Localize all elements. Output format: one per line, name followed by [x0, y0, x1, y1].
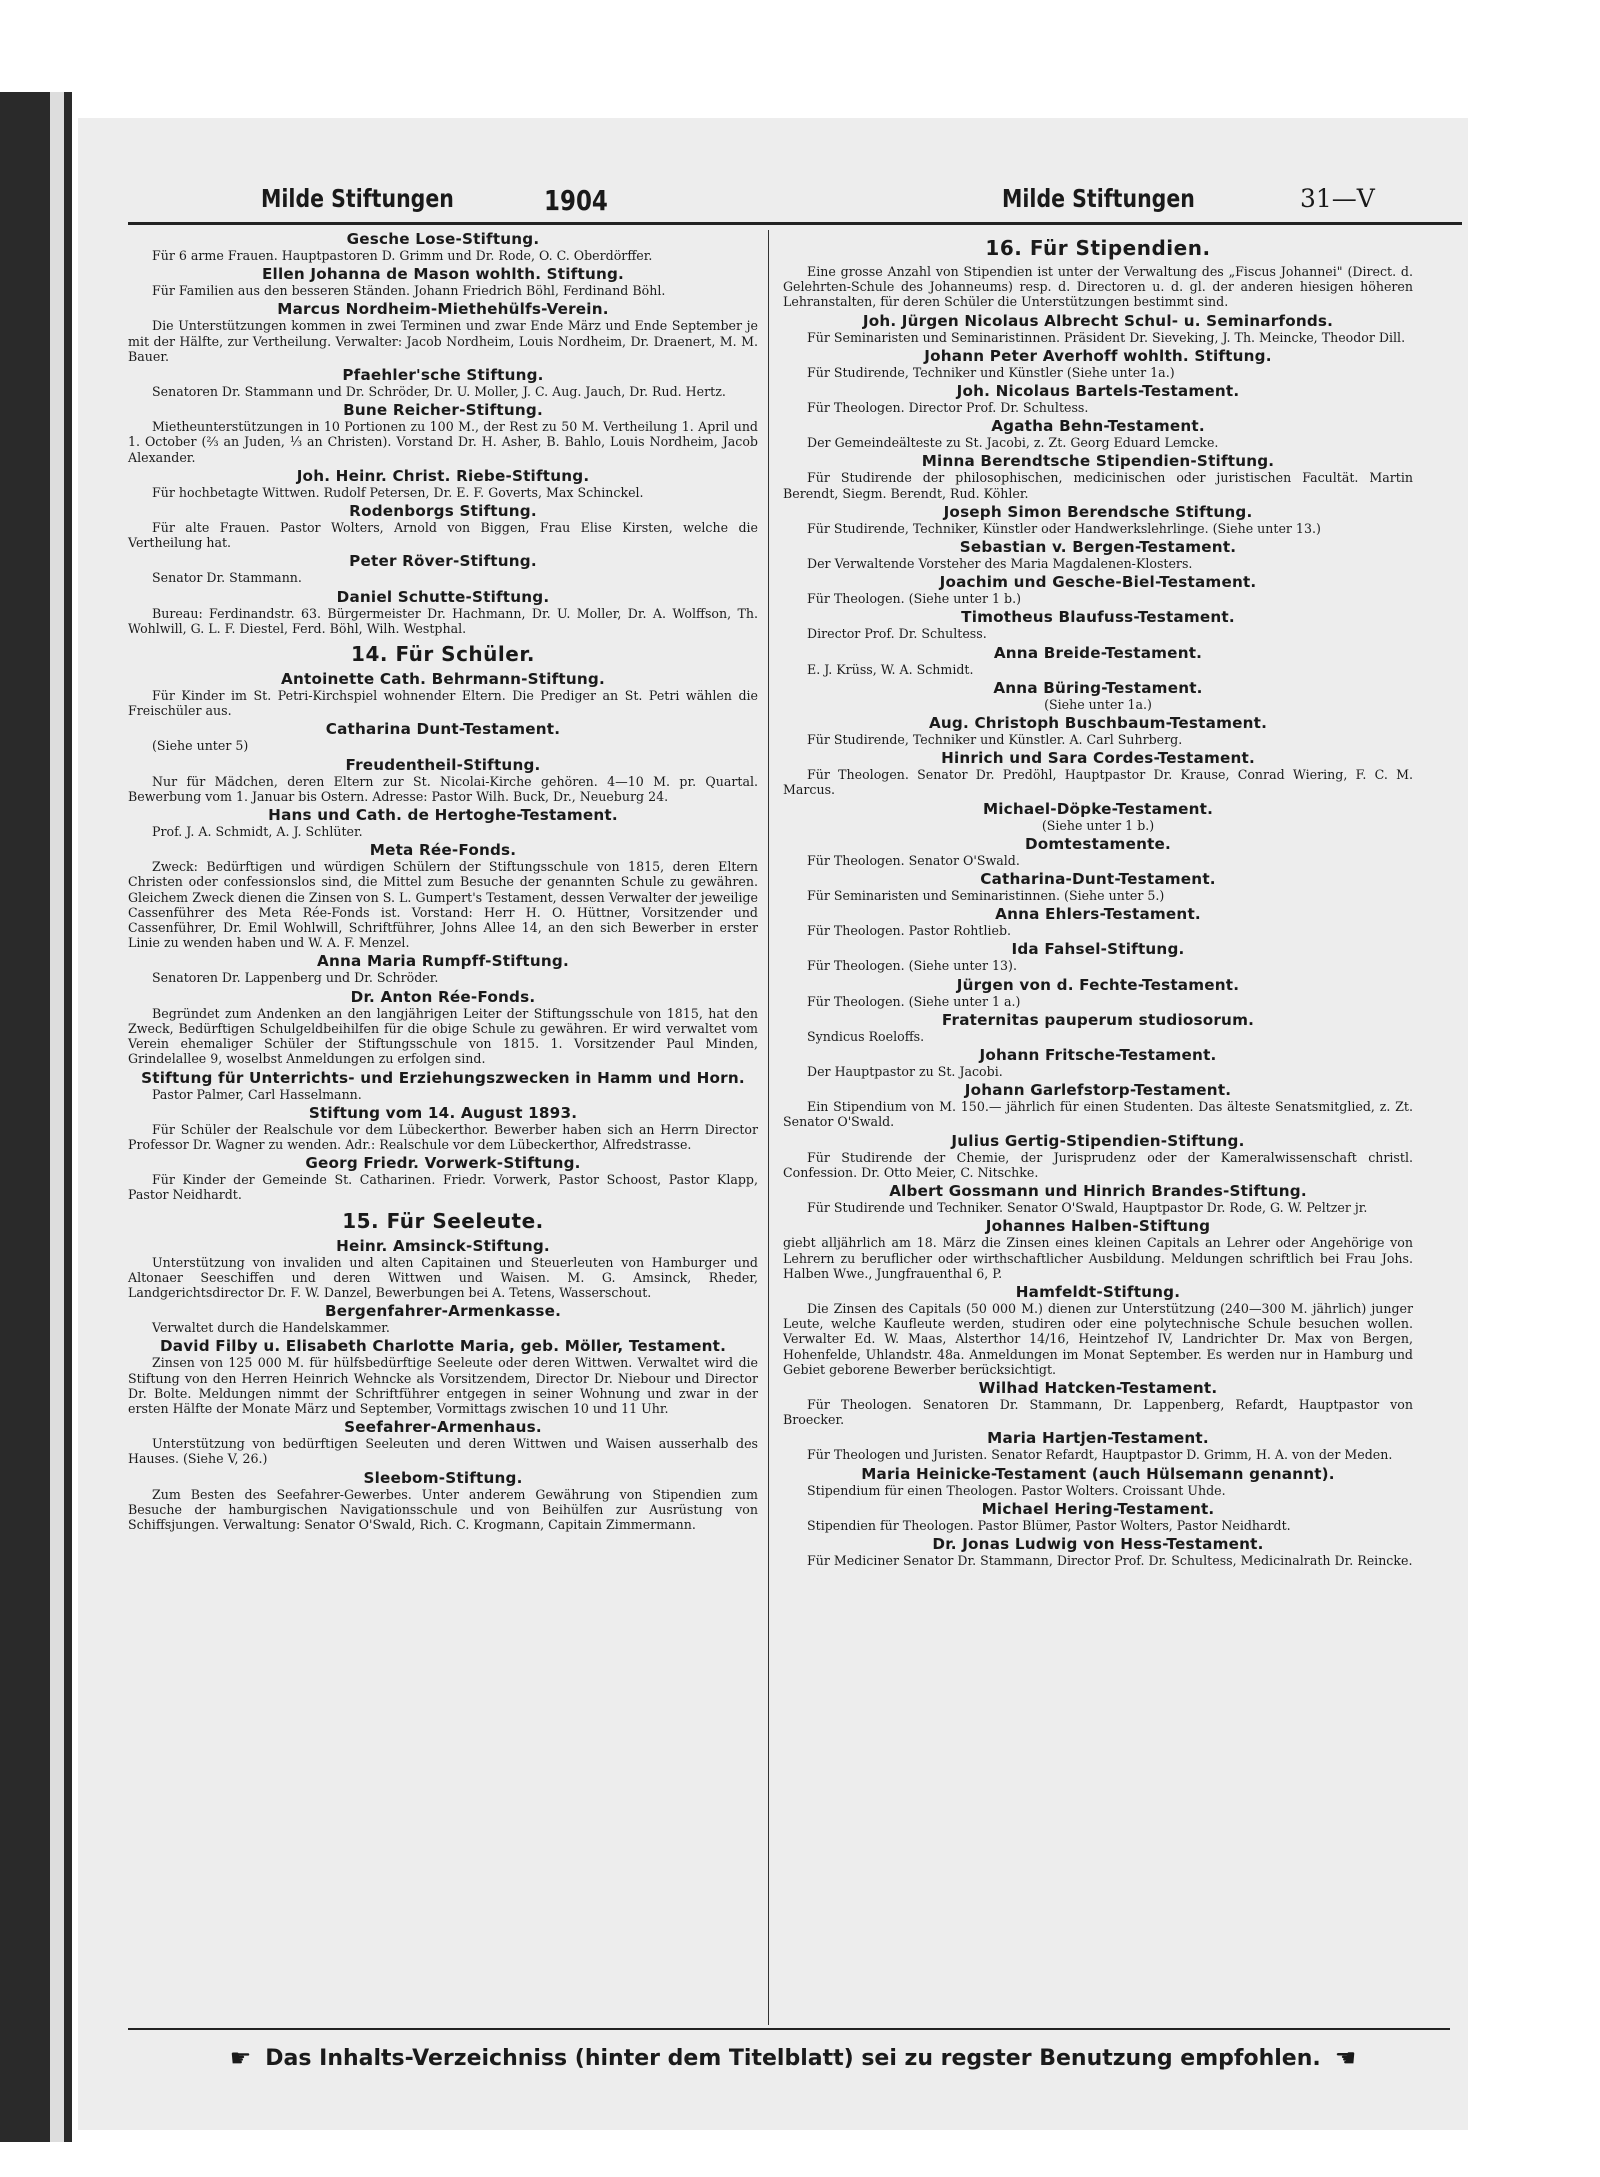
entry-body: (Siehe unter 5): [152, 738, 249, 754]
foundation-entry: [128, 265, 758, 298]
entry-title: Anna Büring-Testament.: [993, 678, 1203, 697]
entry-title: Antoinette Cath. Behrmann-Stiftung.: [281, 670, 605, 689]
foundation-entry: [128, 952, 758, 985]
foundation-entry: [128, 841, 758, 950]
section-heading: 14. Für Schüler.: [351, 642, 535, 667]
foundation-entry: [783, 1465, 1413, 1498]
foundation-entry: [783, 1283, 1413, 1377]
entry-body: Der Gemeindeälteste zu St. Jacobi, z. Zt. Georg Eduard Lemcke.: [807, 435, 1219, 451]
entry-body: Für Studirende, Techniker und Künstler (Siehe unter 1a.): [807, 364, 1175, 380]
entry-title: Timotheus Blaufuss-Testament.: [961, 608, 1235, 627]
entry-title: Johann Garlefstorp-Testament.: [964, 1081, 1232, 1100]
entry-title: Meta Rée-Fonds.: [369, 841, 517, 860]
entry-title: Hans und Cath. de Hertoghe-Testament.: [268, 806, 618, 825]
entry-body: Senator Dr. Stammann.: [152, 570, 302, 586]
entry-title: Joh. Heinr. Christ. Riebe-Stiftung.: [296, 466, 590, 485]
entry-body: Für Studirende und Techniker. Senator O'Swald, Hauptpastor Dr. Rode, G. W. Peltzer jr.: [807, 1200, 1368, 1216]
foundation-entry: [128, 756, 758, 804]
entry-body: Die Zinsen des Capitals (50 000 M.) dienen zur Unterstützung (240—300 M. jährlich) junger Leute, welche Kaufleute werden, studiren oder eine polytechnische Schule besuchen wollen. Verwalter Ed. W. Maas, Alsterthor 14/16, Heintzehof IV, Landrichter Dr. Max von Bergen, Hohenfelde, Uhlandstr. 48a. Anmeldungen im Monat September. Es werden nur in Hamburg und Gebiet geborene Bewerber berücksichtigt.: [783, 1300, 1413, 1377]
entry-title: Dr. Anton Rée-Fonds.: [350, 987, 536, 1006]
entry-title: Johann Peter Averhoff wohlth. Stiftung.: [924, 346, 1272, 365]
entry-title: Domtestamente.: [1024, 834, 1172, 853]
entry-title: Catharina-Dunt-Testament.: [980, 870, 1216, 889]
entry-title: Agatha Behn-Testament.: [991, 417, 1205, 436]
foundation-entry: [783, 1500, 1413, 1533]
foundation-entry: [128, 502, 758, 550]
foundation-entry: [128, 588, 758, 636]
entry-body: Senatoren Dr. Stammann und Dr. Schröder, Dr. U. Moller, J. C. Aug. Jauch, Dr. Rud. Hertz.: [152, 384, 726, 400]
entry-body: Pastor Palmer, Carl Hasselmann.: [152, 1086, 362, 1102]
foundation-entry: [783, 312, 1413, 345]
entry-body: Für Kinder im St. Petri-Kirchspiel wohnender Eltern. Die Prediger an St. Petri wählen die Freischüler aus.: [128, 688, 758, 719]
entry-body: Für Theologen. Pastor Rohtlieb.: [807, 923, 1012, 939]
footer-notice: Das Inhalts-Verzeichniss (hinter dem Titelblatt) sei zu regster Benutzung empfohlen.: [265, 2045, 1321, 2071]
entry-title: Peter Röver-Stiftung.: [349, 552, 537, 571]
foundation-entry: [128, 1154, 758, 1202]
entry-body: Begründet zum Andenken an den langjährigen Leiter der Stiftungsschule von 1815, hat den Zweck, Bedürftigen Schulgeldbeihilfen für die obige Schule zu gewähren. Er wird verwaltet vom Verein ehemaliger Schüler der Stiftungsschule von 1815. 1. Vorsitzender Paul Minden, Grindelallee 9, woselbst Anmeldungen zu erfolgen sind.: [128, 1005, 758, 1067]
foundation-entry: [783, 1011, 1413, 1044]
foundation-entry: [128, 300, 758, 364]
entry-title: Bune Reicher-Stiftung.: [343, 401, 543, 420]
entry-title: Fraternitas pauperum studiosorum.: [941, 1010, 1255, 1029]
entry-title: Johannes Halben-Stiftung: [985, 1217, 1211, 1236]
entry-title: Marcus Nordheim-Miethehülfs-Verein.: [277, 300, 609, 319]
entry-body: Für Kinder der Gemeinde St. Catharinen. Friedr. Vorwerk, Pastor Schoost, Pastor Klapp, Pastor Neidhardt.: [128, 1172, 758, 1203]
foundation-entry: [128, 366, 758, 399]
entry-title: Jürgen von d. Fechte-Testament.: [956, 975, 1240, 994]
entry-body: Für Studirende der philosophischen, medicinischen oder juristischen Facultät. Martin Berendt, Siegm. Berendt, Rud. Köhler.: [783, 470, 1413, 501]
entry-title: Seefahrer-Armenhaus.: [344, 1418, 542, 1437]
entry-title: Julius Gertig-Stipendien-Stiftung.: [951, 1131, 1245, 1150]
entry-body: Für hochbetagte Wittwen. Rudolf Petersen, Dr. E. F. Goverts, Max Schinckel.: [152, 484, 644, 500]
entry-title: Hamfeldt-Stiftung.: [1015, 1282, 1181, 1301]
entry-body: Bureau: Ferdinandstr. 63. Bürgermeister Dr. Hachmann, Dr. U. Moller, Dr. A. Wolffson, Th. Wohlwill, G. L. F. Diestel, Ferd. Böhl, Wilh. Westphal.: [128, 605, 758, 636]
foundation-entry: [783, 976, 1413, 1009]
entry-title: David Filby u. Elisabeth Charlotte Maria, geb. Möller, Testament.: [159, 1337, 727, 1356]
entry-body: Director Prof. Dr. Schultess.: [807, 626, 987, 642]
entry-title: Ida Fahsel-Stiftung.: [1011, 940, 1185, 959]
entry-body: Für Theologen. Director Prof. Dr. Schultess.: [807, 400, 1089, 416]
foundation-entry: [783, 417, 1413, 450]
foundation-entry: [783, 382, 1413, 415]
foundation-entry: [783, 870, 1413, 903]
entry-body: Für Theologen. (Siehe unter 1 a.): [807, 993, 1021, 1009]
entry-body: Die Unterstützungen kommen in zwei Terminen und zwar Ende März und Ende September je mit der Hälfte, zur Vertheilung. Verwalter: Jacob Nordheim, Louis Nordheim, Dr. Draenert, M. M. Bauer.: [128, 318, 758, 364]
entry-body: Syndicus Roeloffs.: [807, 1028, 925, 1044]
book-binding-edge: [0, 92, 72, 2142]
entry-body: Für Studirende der Chemie, der Jurisprudenz oder der Kameralwissenschaft christl. Confession. Dr. Otto Meier, C. Nitschke.: [783, 1149, 1413, 1180]
entry-title: Freudentheil-Stiftung.: [345, 755, 541, 774]
header-page-number: 31—V: [1300, 184, 1375, 213]
entry-body: Mietheunterstützungen in 10 Portionen zu 100 M., der Rest zu 50 M. Vertheilung 1. April und 1. October (⅔ an Juden, ⅓ an Christen). Vorstand Dr. H. Asher, B. Bahlo, Louis Nordheim, Jacob Alexander.: [128, 419, 758, 465]
entry-title: Catharina Dunt-Testament.: [325, 720, 561, 739]
foundation-entry: [128, 1104, 758, 1152]
entry-body: Nur für Mädchen, deren Eltern zur St. Nicolai-Kirche gehören. 4—10 M. pr. Quartal. Bewerbung vom 1. Januar bis Ostern. Adresse: Pastor Wilh. Buck, Dr., Neueburg 24.: [128, 773, 758, 804]
foundation-entry: [783, 1535, 1413, 1568]
entry-title: Heinr. Amsinck-Stiftung.: [336, 1236, 550, 1255]
entry-title: Rodenborgs Stiftung.: [349, 502, 537, 521]
foundation-entry: [783, 679, 1413, 712]
entry-body: Zweck: Bedürftigen und würdigen Schülern der Stiftungsschule von 1815, deren Eltern Christen oder confessionslos sind, die Mittel zum Besuche der genannten Schule zu gewähren. Gleichem Zweck dienen die Zinsen von S. L. Gumpert's Testament, dessen Verwalter der jeweilige Cassenführer des Meta Rée-Fonds ist. Vorstand: Herr H. O. Hüttner, Vorsitzender und Cassenführer, Dr. Emil Wohlwill, Schriftführer, Johns Allee 14, an den sich Bewerber in erster Linie zu wenden haben und W. A. F. Menzel.: [128, 859, 758, 951]
entry-title: Wilhad Hatcken-Testament.: [978, 1378, 1218, 1397]
entry-body: Unterstützung von bedürftigen Seeleuten und deren Wittwen und Waisen ausserhalb des Hauses. (Siehe V, 26.): [128, 1436, 758, 1467]
section-heading: 16. Für Stipendien.: [985, 236, 1211, 260]
entry-body: Unterstützung von invaliden und alten Capitainen und Steuerleuten von Hamburger und Altonaer Seeschiffen und deren Wittwen und Waisen. M. G. Amsinck, Rheder, Landgerichtsdirector Dr. F. W. Danzel, Bewerbungen bei A. Tetens, Wasserschout.: [128, 1254, 758, 1300]
entry-body: Für 6 arme Frauen. Hauptpastoren D. Grimm und Dr. Rode, O. C. Oberdörffer.: [152, 248, 653, 263]
foundation-entry: [783, 644, 1413, 677]
foundation-entry: [783, 264, 1413, 310]
section-heading: 15. Für Seeleute.: [342, 1208, 544, 1233]
entry-title: Dr. Jonas Ludwig von Hess-Testament.: [932, 1534, 1264, 1553]
entry-title: Hinrich und Sara Cordes-Testament.: [941, 749, 1255, 768]
page-footer: [138, 2044, 1448, 2072]
column-divider: [768, 230, 769, 2025]
foundation-entry: [783, 503, 1413, 536]
page-header: [78, 118, 1468, 218]
entry-body: E. J. Krüss, W. A. Schmidt.: [807, 661, 974, 677]
foundation-entry: [128, 552, 758, 585]
entry-body: Für Seminaristen und Seminaristinnen. (Siehe unter 5.): [807, 888, 1165, 904]
entry-title: Ellen Johanna de Mason wohlth. Stiftung.: [261, 265, 625, 284]
foundation-entry: [128, 806, 758, 839]
entry-title: Anna Breide-Testament.: [993, 643, 1203, 662]
foundation-entry: [128, 1337, 758, 1416]
entry-body: Für Theologen. Senator Dr. Predöhl, Hauptpastor Dr. Krause, Conrad Wiering, F. C. M. Marcus.: [783, 767, 1413, 798]
entry-body: (Siehe unter 1a.): [1044, 696, 1152, 712]
foundation-entry: [783, 538, 1413, 571]
entry-title: Joseph Simon Berendsche Stiftung.: [943, 502, 1253, 521]
entry-title: Stiftung vom 14. August 1893.: [308, 1103, 578, 1122]
entry-body: Ein Stipendium von M. 150.— jährlich für einen Studenten. Das älteste Senatsmitglied, z. Zt. Senator O'Swald.: [783, 1099, 1413, 1130]
foundation-entry: [783, 749, 1413, 797]
entry-title: Sebastian v. Bergen-Testament.: [959, 538, 1237, 557]
document-page: [78, 118, 1468, 2130]
entry-body: Senatoren Dr. Lappenberg und Dr. Schröder.: [152, 970, 439, 986]
entry-body: Für Theologen. Senator O'Swald.: [807, 852, 1020, 868]
foundation-entry: [783, 1046, 1413, 1079]
foundation-entry: [783, 800, 1413, 833]
entry-title: Anna Ehlers-Testament.: [995, 905, 1201, 924]
entry-title: Daniel Schutte-Stiftung.: [336, 587, 550, 606]
foundation-entry: [783, 1132, 1413, 1180]
entry-title: Joh. Nicolaus Bartels-Testament.: [956, 382, 1240, 401]
binding-gutter: [50, 92, 64, 2142]
entry-body: Für Familien aus den besseren Ständen. Johann Friedrich Böhl, Ferdinand Böhl.: [152, 283, 666, 299]
foundation-entry: [128, 1069, 758, 1102]
pointing-hand-icon: ☛: [229, 2044, 252, 2072]
entry-title: Georg Friedr. Vorwerk-Stiftung.: [305, 1154, 581, 1173]
entry-body: Für Theologen. (Siehe unter 1 b.): [807, 591, 1022, 607]
entry-body: Stipendium für einen Theologen. Pastor Wolters. Croissant Uhde.: [807, 1482, 1226, 1498]
foundation-entry: [128, 720, 758, 753]
entry-body: Für Theologen. Senatoren Dr. Stammann, Dr. Lappenberg, Refardt, Hauptpastor von Broecker.: [783, 1396, 1413, 1428]
header-right-title: Milde Stiftungen: [1002, 184, 1195, 213]
foundation-entry: [128, 401, 758, 465]
entry-title: Albert Gossmann und Hinrich Brandes-Stiftung.: [889, 1182, 1307, 1201]
entry-title: Maria Hartjen-Testament.: [987, 1429, 1209, 1448]
entry-title: Michael Hering-Testament.: [981, 1499, 1215, 1518]
entry-title: Joh. Jürgen Nicolaus Albrecht Schul- u. Seminarfonds.: [862, 311, 1334, 330]
header-left-title: Milde Stiftungen: [261, 184, 454, 213]
foundation-entry: [128, 1418, 758, 1466]
entry-title: Johann Fritsche-Testament.: [979, 1046, 1217, 1065]
entry-body: Zum Besten des Seefahrer-Gewerbes. Unter anderem Gewährung von Stipendien zum Besuche der hamburgischen Navigationsschule und von Beihülfen zur Ausrüstung von Schiffsjungen. Verwaltung: Senator O'Swald, Rich. C. Krogmann, Capitain Zimmermann.: [128, 1486, 758, 1532]
entry-title: Pfaehler'sche Stiftung.: [342, 366, 544, 385]
foundation-entry: [783, 608, 1413, 641]
entry-body: Für Schüler der Realschule vor dem Lübeckerthor. Bewerber haben sich an Herrn Director Professor Dr. Wagner zu wenden. Adr.: Realschule vor dem Lübeckerthor, Alfredstrasse.: [128, 1121, 758, 1152]
foundation-entry: [783, 1429, 1413, 1462]
right-column: [783, 230, 1413, 1570]
foundation-entry: [128, 230, 758, 263]
foundation-entry: [783, 573, 1413, 606]
entry-title: Aug. Christoph Buschbaum-Testament.: [928, 714, 1268, 733]
entry-body: Für Seminaristen und Seminaristinnen. Präsident Dr. Sieveking, J. Th. Meincke, Theodor Dill.: [807, 329, 1406, 345]
entry-body: Verwaltet durch die Handelskammer.: [152, 1320, 390, 1336]
entry-body: (Siehe unter 1 b.): [1041, 817, 1155, 833]
entry-body: Stipendien für Theologen. Pastor Blümer, Pastor Wolters, Pastor Neidhardt.: [807, 1517, 1291, 1533]
entry-body: Der Verwaltende Vorsteher des Maria Magdalenen-Klosters.: [807, 556, 1193, 572]
foundation-entry: [128, 1237, 758, 1301]
entry-body: Prof. J. A. Schmidt, A. J. Schlüter.: [152, 824, 363, 840]
foundation-entry: [783, 714, 1413, 747]
entry-body: Für Theologen und Juristen. Senator Refardt, Hauptpastor D. Grimm, H. A. von der Meden.: [807, 1447, 1393, 1463]
foundation-entry: [128, 670, 758, 718]
foundation-entry: [783, 452, 1413, 500]
entry-title: Minna Berendtsche Stipendien-Stiftung.: [921, 452, 1275, 471]
entry-title: Anna Maria Rumpff-Stiftung.: [317, 952, 569, 971]
entry-title: Michael-Döpke-Testament.: [982, 799, 1214, 818]
entry-body: Für alte Frauen. Pastor Wolters, Arnold von Biggen, Frau Elise Kirsten, welche die Vertheilung hat.: [128, 520, 758, 551]
entry-title: Gesche Lose-Stiftung.: [346, 230, 540, 248]
header-year: 1904: [544, 184, 608, 217]
foundation-entry: [783, 1217, 1413, 1281]
pointing-hand-icon: ☚: [1334, 2044, 1357, 2072]
foundation-entry: [783, 347, 1413, 380]
entry-body: Für Studirende, Techniker, Künstler oder Handwerkslehrlinge. (Siehe unter 13.): [807, 520, 1321, 536]
entry-title: Sleebom-Stiftung.: [363, 1468, 523, 1487]
entry-title: Joachim und Gesche-Biel-Testament.: [939, 573, 1257, 592]
entry-body: giebt alljährlich am 18. März die Zinsen eines kleinen Capitals an Lehrer oder Angehörige von Lehrern zu beruflicher oder wirthschaftlicher Ausbildung. Meldungen schriftlich bei Frau Johs. Halben Wwe., Jungfrauenthal 6, P.: [783, 1235, 1413, 1281]
foundation-entry: [783, 1081, 1413, 1129]
entry-body: Der Hauptpastor zu St. Jacobi.: [807, 1064, 1003, 1080]
foundation-entry: [128, 467, 758, 500]
entry-body: Für Mediciner Senator Dr. Stammann, Director Prof. Dr. Schultess, Medicinalrath Dr. Reincke.: [807, 1552, 1413, 1568]
foundation-entry: [783, 835, 1413, 868]
foundation-entry: [783, 905, 1413, 938]
entry-body: Eine grosse Anzahl von Stipendien ist unter der Verwaltung des „Fiscus Johannei" (Direct. d. Gelehrten-Schule des Johanneums) resp. d. Directoren u. d. gl. der anderen hiesigen höheren Lehranstalten, für deren Schüler die Unterstützungen bestimmt sind.: [783, 264, 1413, 310]
foundation-entry: [128, 1302, 758, 1335]
footer-rule: [128, 2028, 1450, 2030]
foundation-entry: [783, 940, 1413, 973]
header-rule: [128, 222, 1462, 225]
foundation-entry: [128, 1469, 758, 1533]
foundation-entry: [783, 1379, 1413, 1427]
foundation-entry: [783, 1182, 1413, 1215]
foundation-entry: [128, 988, 758, 1067]
entry-body: Zinsen von 125 000 M. für hülfsbedürftige Seeleute oder deren Wittwen. Verwaltet wird die Stiftung von den Herren Heinrich Wehncke als Vorsitzendem, Director Dr. Niebour und Director Dr. Bolte. Meldungen nimmt der Schriftführer entgegen in seiner Wohnung und zwar in der ersten Hälfte der Monate März und September, Vormittags zwischen 10 und 11 Uhr.: [128, 1355, 758, 1416]
entry-title: Stiftung für Unterrichts- und Erziehungszwecken in Hamm und Horn.: [141, 1068, 745, 1087]
entry-title: Maria Heinicke-Testament (auch Hülsemann genannt).: [861, 1464, 1335, 1483]
entry-body: Für Studirende, Techniker und Künstler. A. Carl Suhrberg.: [807, 732, 1183, 748]
left-column: [128, 230, 758, 1534]
entry-title: Bergenfahrer-Armenkasse.: [324, 1302, 562, 1321]
entry-body: Für Theologen. (Siehe unter 13).: [807, 958, 1017, 974]
